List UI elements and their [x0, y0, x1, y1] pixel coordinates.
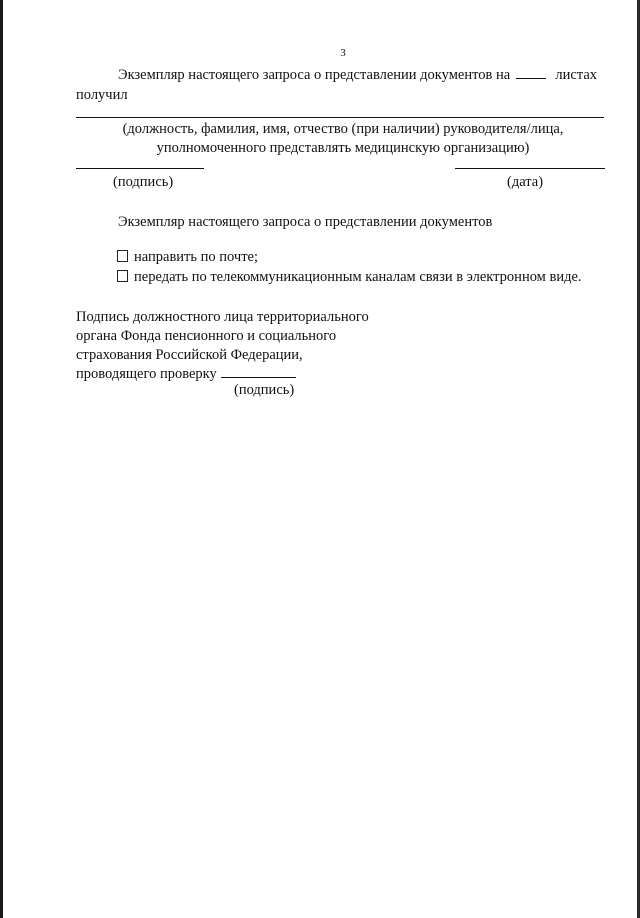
- delivery-option-electronic[interactable]: [117, 268, 582, 286]
- electronic-checkbox[interactable]: [117, 270, 128, 282]
- delivery-option-mail[interactable]: [117, 248, 258, 266]
- page-number: 3: [340, 47, 346, 59]
- receipt-line-2: получил: [76, 87, 128, 103]
- signature-caption: (подпись): [113, 174, 174, 190]
- date-line[interactable]: [455, 168, 605, 169]
- official-line-1: Подпись должностного лица территориального: [76, 309, 369, 325]
- official-signature-caption: (подпись): [234, 382, 295, 398]
- position-caption-line-1: (должность, фамилия, имя, отчество (при наличии) руководителя/лица,: [122, 121, 564, 137]
- sheets-count-blank[interactable]: [516, 66, 546, 79]
- mail-checkbox[interactable]: [117, 250, 128, 262]
- official-line-4-text: проводящего проверку: [76, 366, 217, 382]
- position-name-line[interactable]: [76, 117, 604, 118]
- delivery-option-electronic-label: передать по телекоммуникационным каналам связи в электронном виде.: [134, 269, 582, 285]
- receipt-line-1-start: Экземпляр настоящего запроса о представлении документов на: [118, 67, 511, 83]
- delivery-intro: Экземпляр настоящего запроса о представлении документов: [118, 214, 493, 230]
- official-line-2: органа Фонда пенсионного и социального: [76, 328, 337, 344]
- official-line-3: страхования Российской Федерации,: [76, 347, 303, 363]
- position-caption-line-2: уполномоченного представлять медицинскую организацию): [156, 140, 530, 156]
- delivery-option-mail-label: направить по почте;: [134, 249, 258, 265]
- official-signature-line[interactable]: [221, 365, 296, 378]
- scan-edge-left: [0, 0, 3, 918]
- receipt-line-1-end: листах: [555, 67, 598, 83]
- date-caption: (дата): [507, 174, 544, 190]
- receipt-line-1: [118, 66, 597, 84]
- signature-line[interactable]: [76, 168, 204, 169]
